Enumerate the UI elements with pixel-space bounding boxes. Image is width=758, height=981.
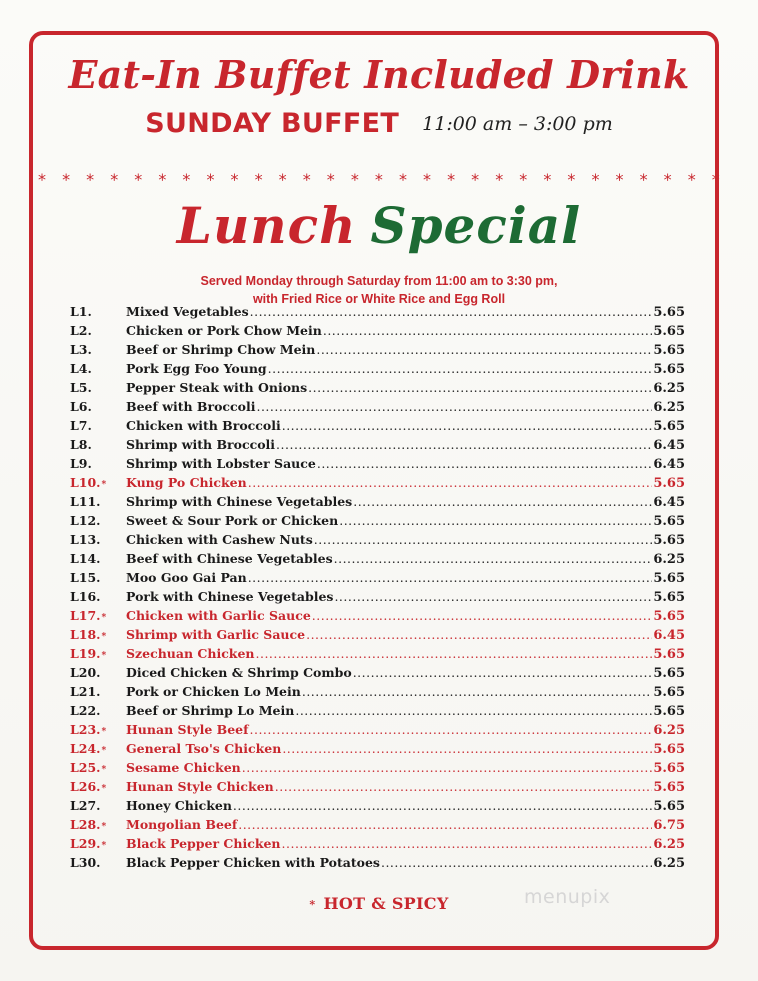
item-name: Beef or Shrimp Chow Mein xyxy=(126,342,316,358)
item-name: Chicken with Garlic Sauce xyxy=(126,608,311,624)
item-code: L17.* xyxy=(70,608,107,624)
item-code: L19.* xyxy=(70,646,107,662)
divider-star-icon: * xyxy=(254,170,263,189)
item-price: 6.45 xyxy=(653,457,685,473)
menu-item xyxy=(70,456,685,475)
item-name: Szechuan Chicken xyxy=(126,646,255,662)
item-price: 6.25 xyxy=(653,856,685,872)
dot-leader xyxy=(250,722,653,737)
item-price: 5.65 xyxy=(653,704,685,720)
dot-leader xyxy=(323,323,652,338)
divider-star-icon: * xyxy=(350,170,359,189)
special-word: Special xyxy=(370,196,582,255)
item-price: 6.75 xyxy=(653,818,685,834)
hot-spicy-legend xyxy=(0,894,758,913)
spicy-star-icon: * xyxy=(101,746,107,757)
item-code: L4. xyxy=(70,361,92,377)
divider-star-icon: * xyxy=(374,170,383,189)
item-name: Honey Chicken xyxy=(126,798,232,814)
item-code: L22. xyxy=(70,703,101,719)
divider-star-icon: * xyxy=(447,170,456,189)
dot-leader xyxy=(317,456,652,471)
divider-star-icon: * xyxy=(615,170,624,189)
item-code: L29.* xyxy=(70,836,107,852)
menu-item xyxy=(70,342,685,361)
item-price: 5.65 xyxy=(653,305,685,320)
item-name: Chicken with Cashew Nuts xyxy=(126,532,313,548)
divider-star-icon: * xyxy=(62,170,71,189)
spicy-star-icon: * xyxy=(101,480,107,491)
item-code: L2. xyxy=(70,323,92,339)
menu-item xyxy=(70,817,685,836)
item-price: 6.25 xyxy=(653,837,685,853)
item-price: 5.65 xyxy=(653,742,685,758)
divider-star-icon: * xyxy=(663,170,672,189)
divider-star-icon: * xyxy=(86,170,95,189)
lunch-special-title xyxy=(0,196,758,255)
dot-leader xyxy=(334,551,653,566)
spicy-star-icon: * xyxy=(101,632,107,643)
item-code: L13. xyxy=(70,532,101,548)
item-name: General Tso's Chicken xyxy=(126,741,282,757)
item-code: L24.* xyxy=(70,741,107,757)
item-price: 6.25 xyxy=(653,723,685,739)
divider-star-icon: * xyxy=(326,170,335,189)
menu-item xyxy=(70,399,685,418)
menu-item xyxy=(70,608,685,627)
divider-star-icon: * xyxy=(278,170,287,189)
item-code: L30. xyxy=(70,855,101,871)
item-code: L8. xyxy=(70,437,92,453)
divider-star-icon: * xyxy=(519,170,528,189)
dot-leader xyxy=(233,798,652,813)
item-name: Shrimp with Lobster Sauce xyxy=(126,456,316,472)
item-code: L6. xyxy=(70,399,92,415)
menu-item xyxy=(70,304,685,323)
item-price: 6.25 xyxy=(653,400,685,416)
menu-item xyxy=(70,494,685,513)
item-name: Pepper Steak with Onions xyxy=(126,380,308,396)
item-code: L21. xyxy=(70,684,101,700)
divider-star-icon: * xyxy=(495,170,504,189)
item-price: 5.65 xyxy=(653,514,685,530)
dot-leader xyxy=(282,418,653,433)
item-code: L1. xyxy=(70,304,92,319)
divider-star-icon: * xyxy=(182,170,191,189)
dot-leader xyxy=(312,608,653,623)
menu-item xyxy=(70,513,685,532)
sunday-buffet-row xyxy=(0,108,758,139)
item-code: L15. xyxy=(70,570,101,586)
divider-star-icon: * xyxy=(687,170,696,189)
divider-star-icon: * xyxy=(639,170,648,189)
dot-leader xyxy=(339,513,652,528)
item-price: 5.65 xyxy=(653,799,685,815)
item-price: 6.45 xyxy=(653,628,685,644)
item-code: L18.* xyxy=(70,627,107,643)
dot-leader xyxy=(306,627,652,642)
spicy-star-icon: * xyxy=(101,727,107,738)
divider-star-icon: * xyxy=(398,170,407,189)
item-code: L9. xyxy=(70,456,92,472)
item-code: L14. xyxy=(70,551,101,567)
dot-leader xyxy=(282,836,653,851)
item-code: L20. xyxy=(70,665,101,681)
sunday-buffet-title: SUNDAY BUFFET xyxy=(145,108,400,139)
dot-leader xyxy=(353,494,652,509)
item-name: Pork with Chinese Vegetables xyxy=(126,589,334,605)
divider-star-icon: * xyxy=(567,170,576,189)
dot-leader xyxy=(268,361,653,376)
menu-item xyxy=(70,703,685,722)
spicy-star-icon: * xyxy=(101,651,107,662)
item-name: Kung Po Chicken xyxy=(126,475,247,491)
divider-star-icon: * xyxy=(543,170,552,189)
watermark: menupix xyxy=(524,886,611,908)
item-price: 5.65 xyxy=(653,685,685,701)
menu-item xyxy=(70,779,685,798)
menu-item xyxy=(70,551,685,570)
item-price: 5.65 xyxy=(653,343,685,359)
item-code: L27. xyxy=(70,798,101,814)
divider-star-icon: * xyxy=(38,170,46,189)
served-note xyxy=(0,272,758,308)
item-name: Shrimp with Garlic Sauce xyxy=(126,627,306,643)
dot-leader xyxy=(334,589,652,604)
item-name: Pork or Chicken Lo Mein xyxy=(126,684,301,700)
menu-item xyxy=(70,437,685,456)
dot-leader xyxy=(353,665,653,680)
sunday-buffet-hours: 11:00 am – 3:00 pm xyxy=(422,112,613,135)
dot-leader xyxy=(381,855,652,870)
divider-star-icon: * xyxy=(206,170,215,189)
item-price: 5.65 xyxy=(653,476,685,492)
item-code: L26.* xyxy=(70,779,107,795)
menu-item xyxy=(70,855,685,874)
item-name: Shrimp with Chinese Vegetables xyxy=(126,494,353,510)
item-name: Hunan Style Beef xyxy=(126,722,249,738)
served-line-1: Served Monday through Saturday from 11:00 am to 3:30 pm, xyxy=(200,274,558,288)
item-code: L12. xyxy=(70,513,101,529)
menu-item xyxy=(70,418,685,437)
divider-star-icon: * xyxy=(110,170,119,189)
item-name: Chicken or Pork Chow Mein xyxy=(126,323,322,339)
item-price: 5.65 xyxy=(653,590,685,606)
item-code: L5. xyxy=(70,380,92,396)
dot-leader xyxy=(275,779,653,794)
item-name: Sesame Chicken xyxy=(126,760,241,776)
item-price: 5.65 xyxy=(653,647,685,663)
item-price: 5.65 xyxy=(653,666,685,682)
menu-item xyxy=(70,741,685,760)
divider-star-icon: * xyxy=(230,170,239,189)
dot-leader xyxy=(256,646,653,661)
item-name: Sweet & Sour Pork or Chicken xyxy=(126,513,339,529)
item-code: L10.* xyxy=(70,475,107,491)
spicy-star-icon: * xyxy=(101,765,107,776)
item-price: 6.25 xyxy=(653,552,685,568)
dot-leader xyxy=(276,437,652,452)
item-name: Black Pepper Chicken xyxy=(126,836,281,852)
served-line-2: with Fried Rice or White Rice and Egg Roll xyxy=(252,292,506,306)
divider-star-icon: * xyxy=(423,170,431,189)
dot-leader xyxy=(256,399,652,414)
item-name: Moo Goo Gai Pan xyxy=(126,570,247,586)
divider-star-icon: * xyxy=(302,170,311,189)
item-name: Beef or Shrimp Lo Mein xyxy=(126,703,295,719)
item-name: Diced Chicken & Shrimp Combo xyxy=(126,665,352,681)
divider-star-icon: * xyxy=(471,170,480,189)
menu-item xyxy=(70,760,685,779)
item-price: 5.65 xyxy=(653,419,685,435)
menu-item xyxy=(70,475,685,494)
divider-star-icon: * xyxy=(711,170,720,189)
item-name: Pork Egg Foo Young xyxy=(126,361,267,377)
item-code: L7. xyxy=(70,418,92,434)
spicy-star-icon: * xyxy=(101,841,107,852)
item-name: Beef with Broccoli xyxy=(126,399,256,415)
dot-leader xyxy=(302,684,652,699)
dot-leader xyxy=(308,380,652,395)
dot-leader xyxy=(316,342,652,357)
item-price: 6.45 xyxy=(653,438,685,454)
item-name: Mixed Vegetables xyxy=(126,304,249,319)
spicy-star-icon: * xyxy=(101,822,107,833)
hot-spicy-label: HOT & SPICY xyxy=(323,894,449,913)
menu-item xyxy=(70,532,685,551)
item-code: L28.* xyxy=(70,817,107,833)
item-code: L23.* xyxy=(70,722,107,738)
dot-leader xyxy=(250,304,653,319)
menu-item xyxy=(70,665,685,684)
item-code: L16. xyxy=(70,589,101,605)
item-code: L3. xyxy=(70,342,92,358)
spicy-star-icon: * xyxy=(309,898,316,911)
headline: Eat-In Buffet Included Drink xyxy=(68,52,690,97)
lunch-word: Lunch xyxy=(176,196,357,255)
dot-leader xyxy=(238,817,652,832)
item-name: Beef with Chinese Vegetables xyxy=(126,551,333,567)
item-price: 5.65 xyxy=(653,609,685,625)
item-price: 5.65 xyxy=(653,761,685,777)
dot-leader xyxy=(282,741,652,756)
divider-star-icon: * xyxy=(591,170,600,189)
item-price: 6.25 xyxy=(653,381,685,397)
menu-item xyxy=(70,323,685,342)
item-code: L25.* xyxy=(70,760,107,776)
dot-leader xyxy=(295,703,652,718)
menu-list xyxy=(70,304,685,874)
item-price: 5.65 xyxy=(653,362,685,378)
menu-item xyxy=(70,570,685,589)
item-name: Mongolian Beef xyxy=(126,817,238,833)
dot-leader xyxy=(248,475,653,490)
spicy-star-icon: * xyxy=(101,784,107,795)
menu-item xyxy=(70,722,685,741)
item-price: 5.65 xyxy=(653,533,685,549)
menu-item xyxy=(70,836,685,855)
item-price: 5.65 xyxy=(653,780,685,796)
dot-leader xyxy=(248,570,653,585)
menu-item xyxy=(70,684,685,703)
spicy-star-icon: * xyxy=(101,613,107,624)
menu-item xyxy=(70,589,685,608)
menu-item xyxy=(70,380,685,399)
divider-star-icon: * xyxy=(158,170,167,189)
item-name: Shrimp with Broccoli xyxy=(126,437,276,453)
item-price: 5.65 xyxy=(653,324,685,340)
item-price: 6.45 xyxy=(653,495,685,511)
item-name: Chicken with Broccoli xyxy=(126,418,281,434)
dot-leader xyxy=(242,760,653,775)
item-price: 5.65 xyxy=(653,571,685,587)
menu-item xyxy=(70,627,685,646)
divider-star-icon: * xyxy=(134,170,143,189)
item-name: Hunan Style Chicken xyxy=(126,779,274,795)
star-divider xyxy=(38,170,720,189)
menu-item xyxy=(70,646,685,665)
menu-item xyxy=(70,361,685,380)
dot-leader xyxy=(314,532,653,547)
item-code: L11. xyxy=(70,494,101,510)
item-name: Black Pepper Chicken with Potatoes xyxy=(126,855,380,871)
menu-item xyxy=(70,798,685,817)
